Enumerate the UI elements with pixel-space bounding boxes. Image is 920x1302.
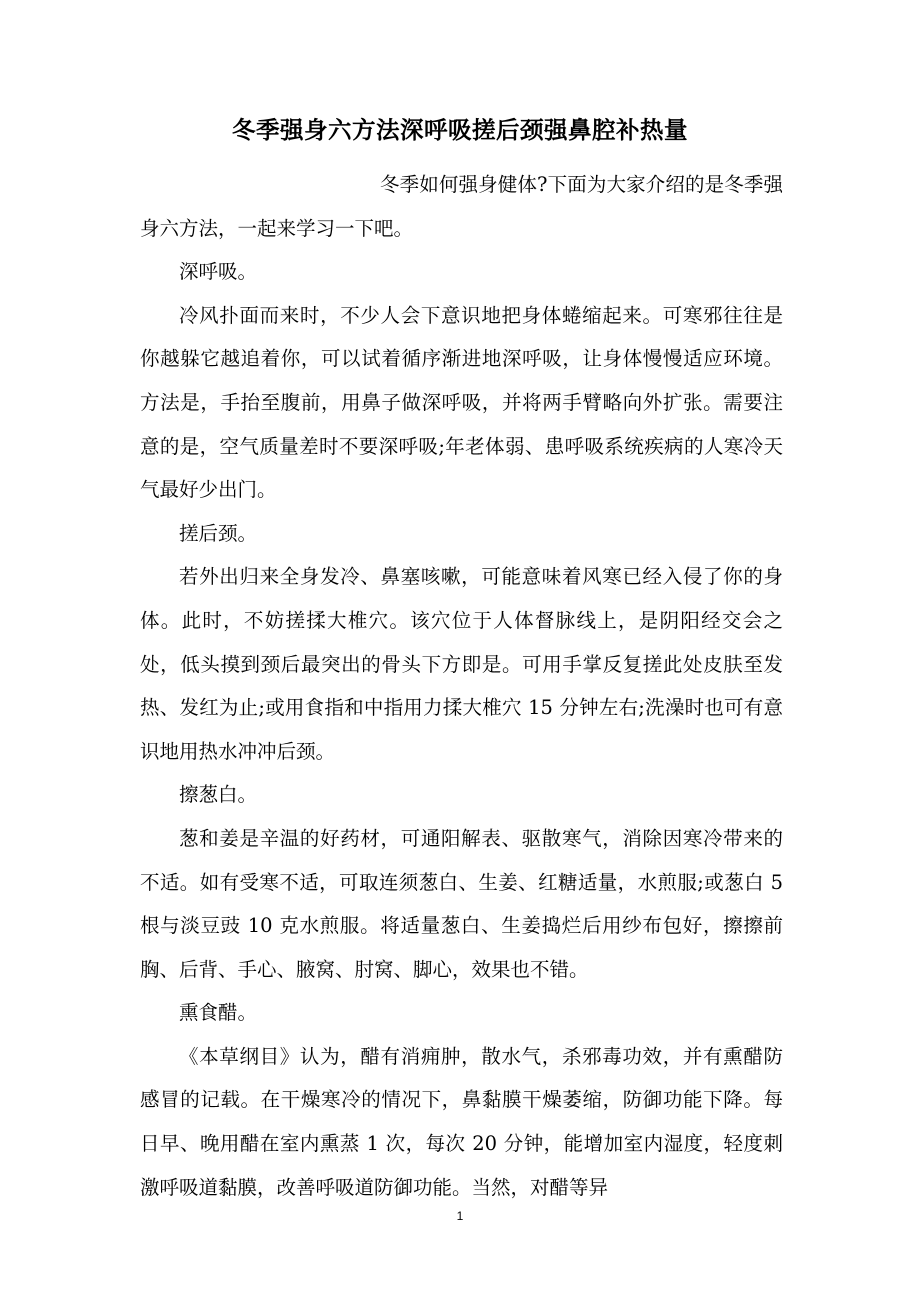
paragraph-rub-neck: 若外出归来全身发冷、鼻塞咳嗽，可能意味着风寒已经入侵了你的身体。此时，不妨搓揉大椎穴。该穴位于人体督脉线上，是阴阳经交会之处，低头摸到颈后最突出的骨头下方即是。可用手掌反复搓此处皮肤至发热、发红为止;或用食指和中指用力揉大椎穴 15 分钟左右;洗澡时也可有意识地用热水冲冲后颈。 — [140, 565, 783, 763]
section-heading-scallion: 擦葱白。 — [179, 783, 258, 807]
section-heading-rub-neck: 搓后颈。 — [179, 521, 258, 545]
paragraph-deep-breathing: 冷风扑面而来时，不少人会下意识地把身体蜷缩起来。可寒邪往往是你越躲它越追着你，可以试着循序渐进地深呼吸，让身体慢慢适应环境。方法是，手抬至腹前，用鼻子做深呼吸，并将两手臂略向外扩张。需要注意的是，空气质量差时不要深呼吸;年老体弱、患呼吸系统疾病的人寒冷天气最好少出门。 — [140, 303, 783, 502]
document-title: 冬季强身六方法深呼吸搓后颈强鼻腔补热量 — [232, 116, 688, 144]
paragraph-vinegar: 《本草纲目》认为，醋有消痈肿，散水气，杀邪毒功效，并有熏醋防感冒的记载。在干燥寒冷的情况下，鼻黏膜干燥萎缩，防御功能下降。每日早、晚用醋在室内熏蒸 1 次，每次 20 分钟，能增加室内湿度，轻度刺激呼吸道黏膜，改善呼吸道防御功能。当然，对醋等异 — [140, 1044, 783, 1199]
page-number: 1 — [456, 1209, 464, 1223]
section-heading-vinegar: 熏食醋。 — [179, 1001, 258, 1025]
document-body — [140, 163, 783, 1209]
section-heading-deep-breathing: 深呼吸。 — [179, 260, 258, 284]
paragraph-scallion: 葱和姜是辛温的好药材，可通阳解表、驱散寒气，消除因寒冷带来的不适。如有受寒不适，可取连须葱白、生姜、红糖适量，水煎服;或葱白 5 根与淡豆豉 10 克水煎服。将适量葱白、生姜捣烂后用纱布包好，擦擦前胸、后背、手心、腋窝、肘窝、脚心，效果也不错。 — [140, 826, 783, 981]
paragraph-intro: 冬季如何强身健体?下面为大家介绍的是冬季强身六方法，一起来学习一下吧。 — [140, 173, 783, 240]
